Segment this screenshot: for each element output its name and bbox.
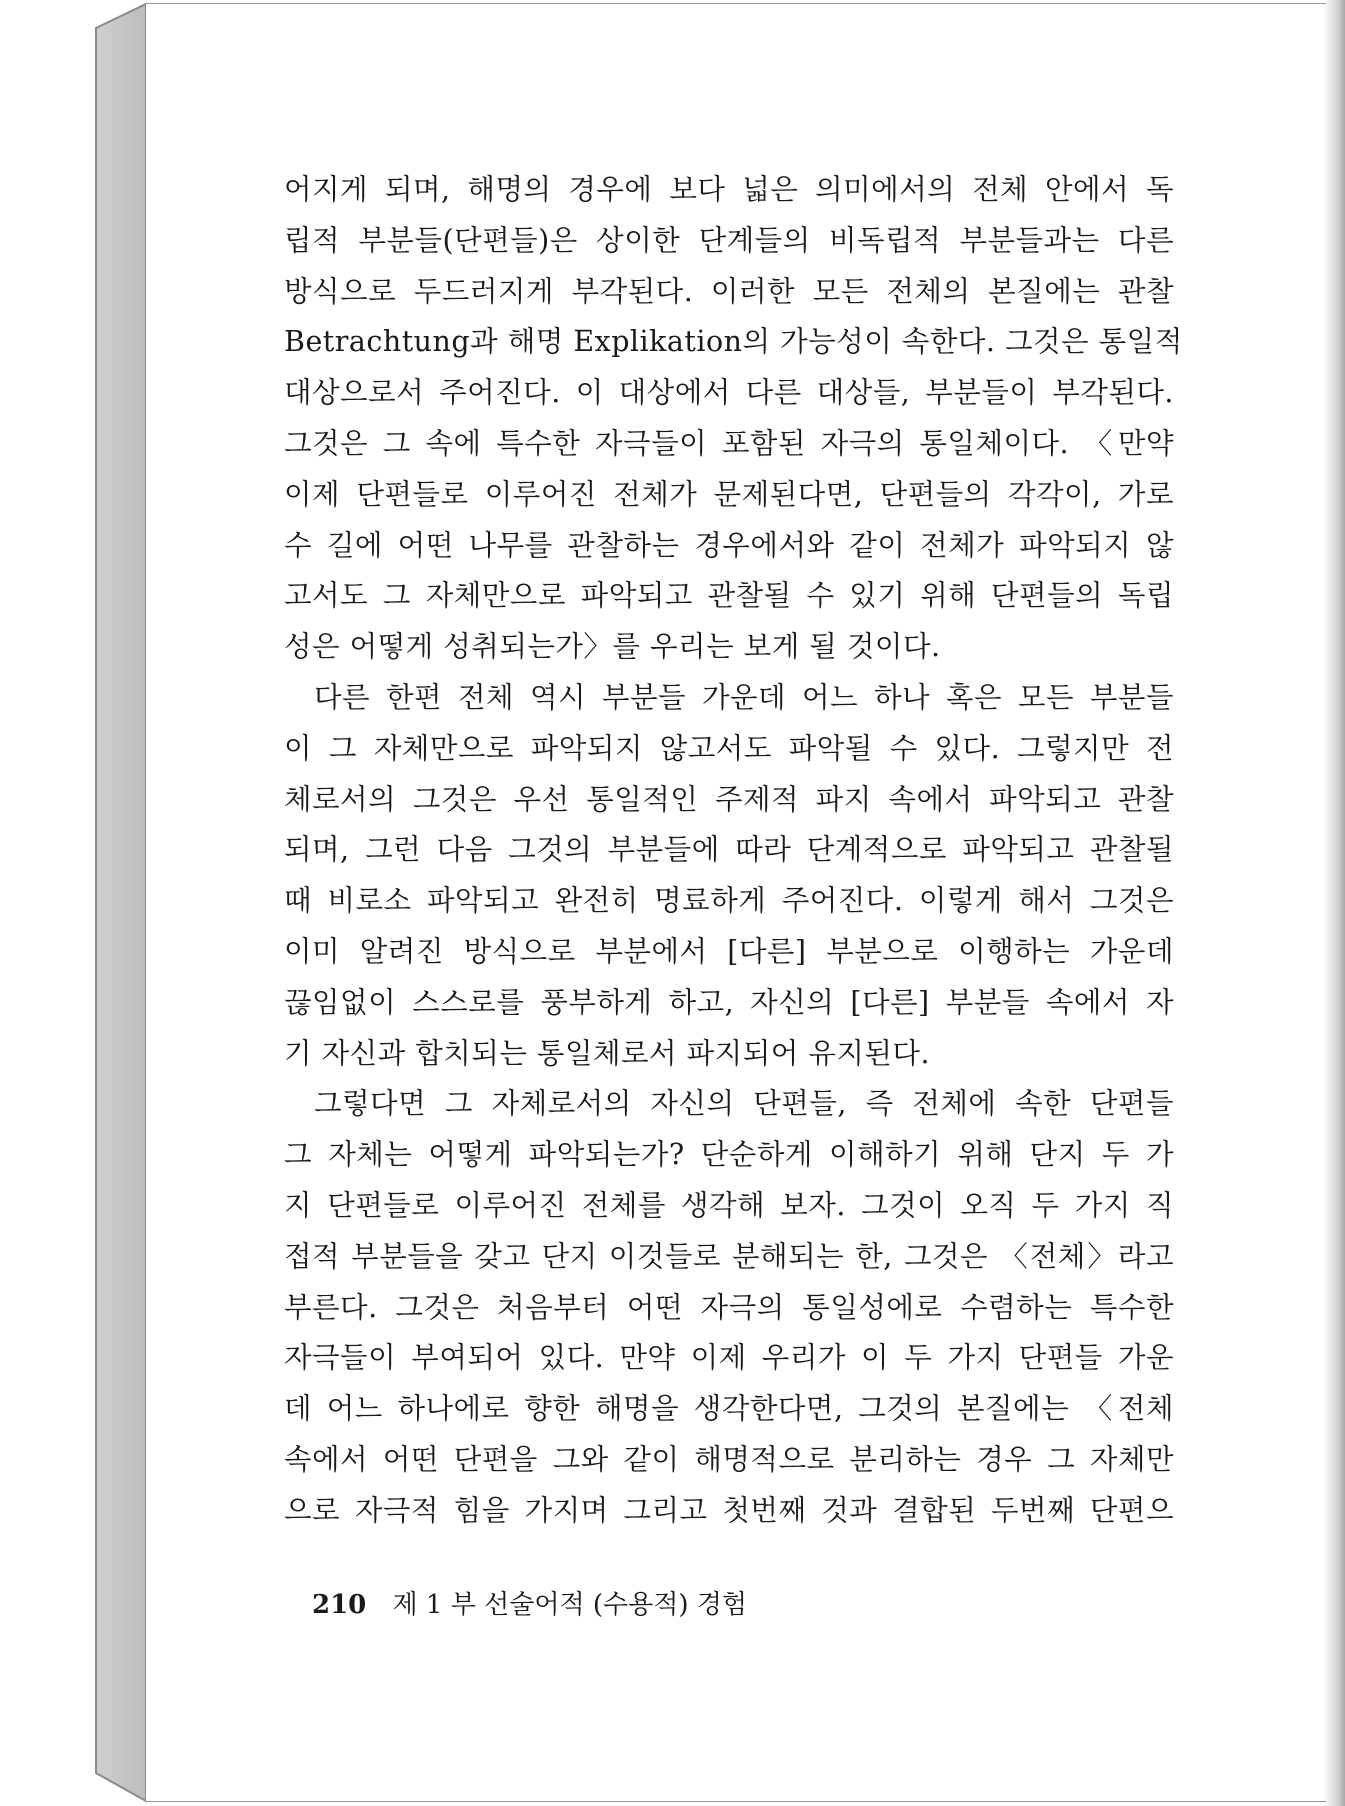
text-line: 다른 한편 전체 역시 부분들 가운데 어느 하나 혹은 모든 부분들 <box>314 680 1174 714</box>
text-line: Betrachtung과 해명 Explikation의 가능성이 속한다. 그것은 통일적 <box>284 325 1183 359</box>
text-line: 접적 부분들을 갖고 단지 이것들로 분해되는 한, 그것은 〈전체〉라고 <box>284 1239 1174 1273</box>
text-line: 때 비로소 파악되고 완전히 명료하게 주어진다. 이렇게 해서 그것은 <box>284 884 1174 918</box>
text-line: 고서도 그 자체만으로 파악되고 관찰될 수 있기 위해 단편들의 독립 <box>284 579 1174 613</box>
text-line: 속에서 어떤 단편을 그와 같이 해명적으로 분리하는 경우 그 자체만 <box>284 1442 1174 1476</box>
text-line: 립적 부분들(단편들)은 상이한 단계들의 비독립적 부분들과는 다른 <box>284 223 1174 257</box>
text-line: 체로서의 그것은 우선 통일적인 주제적 파지 속에서 파악되고 관찰 <box>284 782 1174 816</box>
text-line: 이제 단편들로 이루어진 전체가 문제된다면, 단편들의 각각이, 가로 <box>284 477 1174 511</box>
text-line: 자극들이 부여되어 있다. 만약 이제 우리가 이 두 가지 단편들 가운 <box>284 1341 1174 1375</box>
paragraph <box>284 1079 1174 1536</box>
text-line: 그 자체는 어떻게 파악되는가? 단순하게 이해하기 위해 단지 두 가 <box>284 1138 1174 1172</box>
text-line: 이미 알려진 방식으로 부분에서 [다른] 부분으로 이행하는 가운데 <box>284 934 1174 968</box>
text-line: 데 어느 하나에로 향한 해명을 생각한다면, 그것의 본질에는 〈전체 <box>284 1392 1174 1426</box>
text-line: 이 그 자체만으로 파악되지 않고서도 파악될 수 있다. 그렇지만 전 <box>284 731 1174 765</box>
text-line: 수 길에 어떤 나무를 관찰하는 경우에서와 같이 전체가 파악되지 않 <box>284 528 1174 562</box>
text-line: 기 자신과 합치되는 통일체로서 파지되어 유지된다. <box>284 1036 931 1070</box>
page-footer <box>312 1584 747 1621</box>
page-body-text <box>284 165 1183 1537</box>
page-edge-shadow <box>1323 0 1345 1806</box>
text-line: 지 단편들로 이루어진 전체를 생각해 보자. 그것이 오직 두 가지 직 <box>284 1188 1174 1222</box>
text-line: 끊임없이 스스로를 풍부하게 하고, 자신의 [다른] 부분들 속에서 자 <box>284 985 1174 1019</box>
page-number: 210 <box>312 1590 367 1620</box>
text-line: 으로 자극적 힘을 가지며 그리고 첫번째 것과 결합된 두번째 단편으 <box>284 1493 1174 1527</box>
paragraph <box>284 673 1174 1079</box>
text-line: 되며, 그런 다음 그것의 부분들에 따라 단계적으로 파악되고 관찰될 <box>284 833 1174 867</box>
text-line: 성은 어떻게 성취되는가〉를 우리는 보게 될 것이다. <box>284 630 941 664</box>
text-line: 대상으로서 주어진다. 이 대상에서 다른 대상들, 부분들이 부각된다. <box>284 376 1174 410</box>
text-line: 어지게 되며, 해명의 경우에 보다 넓은 의미에서의 전체 안에서 독 <box>284 173 1174 206</box>
text-line: 그렇다면 그 자체로서의 자신의 단편들, 즉 전체에 속한 단편들 <box>314 1087 1174 1121</box>
text-line: 방식으로 두드러지게 부각된다. 이러한 모든 전체의 본질에는 관찰 <box>284 274 1174 308</box>
text-line: 그것은 그 속에 특수한 자극들이 포함된 자극의 통일체이다. 〈만약 <box>284 426 1174 460</box>
running-head: 제 1 부 선술어적 (수용적) 경험 <box>392 1590 747 1620</box>
text-line: 부른다. 그것은 처음부터 어떤 자극의 통일성에로 수렴하는 특수한 <box>284 1290 1174 1324</box>
paragraph <box>284 165 1183 673</box>
